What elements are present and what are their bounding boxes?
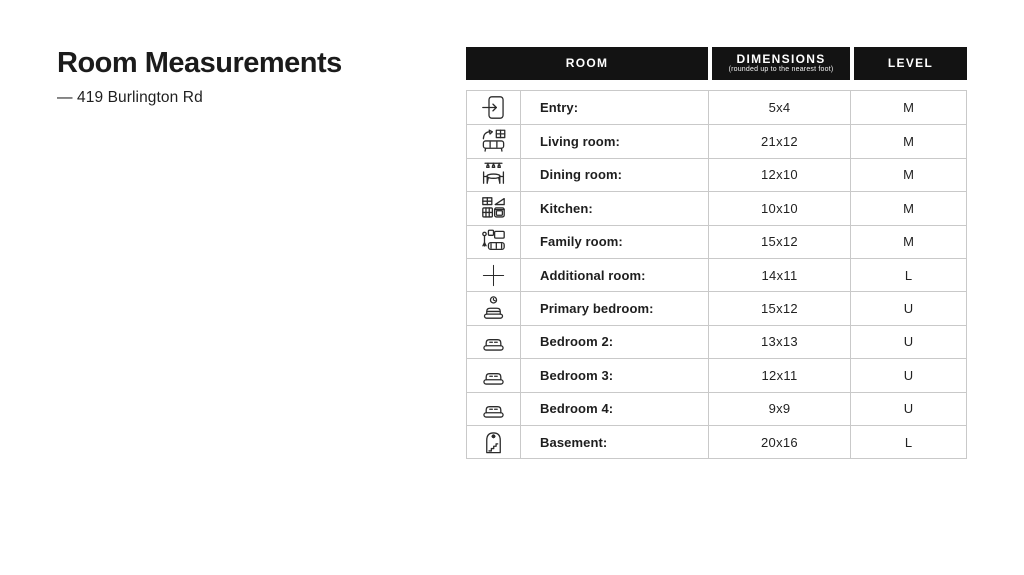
room-name: Bedroom 4:: [521, 393, 709, 425]
table-row-additional-room: [467, 258, 966, 291]
header-room: [466, 47, 708, 80]
header-level: [854, 47, 967, 80]
icon-cell: [467, 226, 521, 258]
table-row-family-room: [467, 225, 966, 258]
table-row-entry: [467, 91, 966, 124]
kitchen-appliances-icon: [480, 195, 507, 222]
icon-cell: [467, 393, 521, 425]
room-name: Basement:: [521, 426, 709, 458]
room-name: Entry:: [521, 91, 709, 124]
icon-cell: [467, 91, 521, 124]
room-name: Bedroom 3:: [521, 359, 709, 391]
room-name: Kitchen:: [521, 192, 709, 224]
plus-icon: [480, 262, 507, 289]
room-dimensions: 20x16: [709, 426, 851, 458]
room-level: M: [903, 200, 914, 216]
table-row-living-room: [467, 124, 966, 157]
dining-table-icon: [480, 161, 507, 188]
room-name: Bedroom 2:: [521, 326, 709, 358]
room-dimensions: 10x10: [709, 192, 851, 224]
icon-cell: [467, 326, 521, 358]
icon-cell: [467, 259, 521, 291]
table-row-bedroom-2: [467, 325, 966, 358]
room-name: Dining room:: [521, 159, 709, 191]
bed-icon: [480, 328, 507, 355]
header-level-label: LEVEL: [887, 55, 934, 70]
page-subtitle: — 419 Burlington Rd: [57, 88, 203, 106]
table-row-primary-bedroom: [467, 291, 966, 324]
table-row-dining-room: [467, 158, 966, 191]
room-name: Additional room:: [521, 259, 709, 291]
table-row-kitchen: [467, 191, 966, 224]
title-block: [57, 48, 342, 107]
room-dimensions: 15x12: [709, 292, 851, 324]
icon-cell: [467, 292, 521, 324]
room-level: M: [903, 134, 914, 150]
room-name: Primary bedroom:: [521, 292, 709, 324]
room-level: M: [903, 234, 914, 250]
room-dimensions: 21x12: [709, 125, 851, 157]
room-level: U: [903, 334, 914, 350]
room-dimensions: 15x12: [709, 226, 851, 258]
room-level: L: [904, 267, 913, 283]
room-name: Living room:: [521, 125, 709, 157]
family-room-tv-sofa-icon: [480, 228, 507, 255]
room-dimensions: 12x11: [709, 359, 851, 391]
header-room-label: ROOM: [565, 55, 609, 70]
page-title: Room Measurements: [57, 47, 342, 79]
table-row-basement: [467, 425, 966, 458]
table-row-bedroom-3: [467, 358, 966, 391]
room-level: L: [904, 434, 913, 450]
room-level: U: [903, 401, 914, 417]
living-room-sofa-icon: [480, 128, 507, 155]
icon-cell: [467, 125, 521, 157]
icon-cell: [467, 192, 521, 224]
room-dimensions: 5x4: [709, 91, 851, 124]
entry-door-icon: [480, 94, 507, 121]
table-row-bedroom-4: [467, 392, 966, 425]
icon-cell: [467, 359, 521, 391]
room-level: M: [903, 100, 914, 116]
basement-stairs-icon: [480, 429, 507, 456]
room-name: Family room:: [521, 226, 709, 258]
header-dimensions: [712, 47, 850, 80]
room-dimensions: 12x10: [709, 159, 851, 191]
icon-cell: [467, 426, 521, 458]
room-dimensions: 9x9: [709, 393, 851, 425]
header-dimensions-label: DIMENSIONS: [736, 51, 826, 66]
table-body: [466, 90, 967, 459]
bed-icon: [480, 395, 507, 422]
room-level: U: [903, 367, 914, 383]
primary-bedroom-bed-clock-icon: [480, 295, 507, 322]
room-measurements-table: [466, 47, 967, 459]
header-dimensions-note: (rounded up to the nearest foot): [728, 65, 834, 73]
room-level: U: [903, 301, 914, 317]
room-level: M: [903, 167, 914, 183]
room-dimensions: 13x13: [709, 326, 851, 358]
room-dimensions: 14x11: [709, 259, 851, 291]
icon-cell: [467, 159, 521, 191]
table-header: [466, 47, 967, 80]
bed-icon: [480, 362, 507, 389]
